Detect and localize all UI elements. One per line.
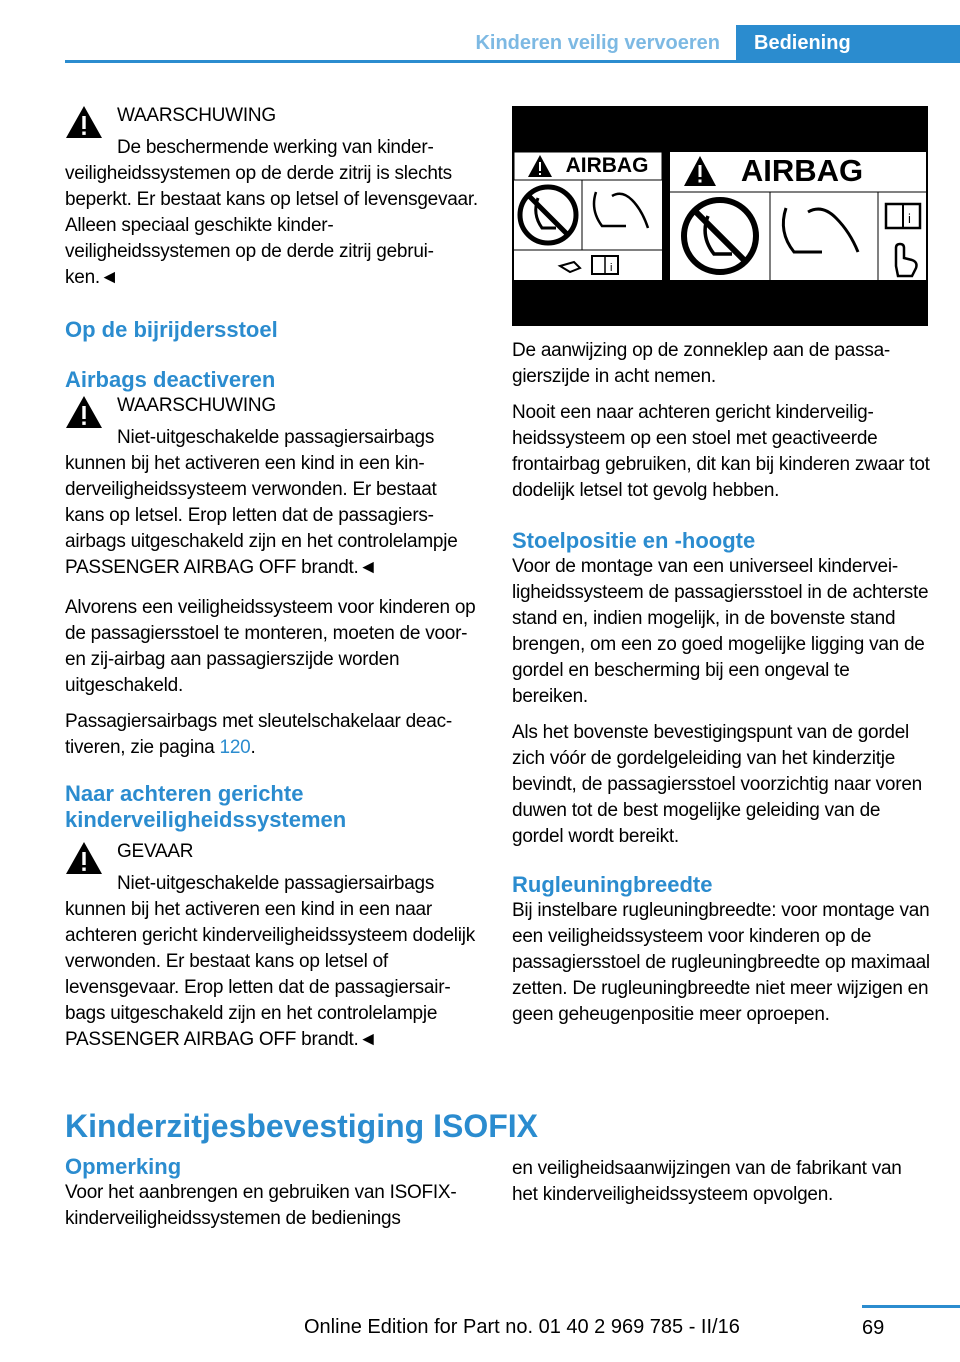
subsection-heading-airbags: Airbags deactiveren [65, 367, 276, 392]
subsection-heading-backrest-width: Rugleuningbreedte [512, 872, 713, 897]
danger-label: GEVAAR [117, 841, 194, 862]
warning-triangle-icon [65, 841, 103, 875]
left-column [65, 103, 480, 1053]
header-rule [65, 60, 960, 63]
subsection-heading-seat-position: Stoelpositie en -hoogte [512, 528, 756, 553]
subsection-heading-rear-facing: Naar achteren gerichte kinderveiligheidssystemen [65, 781, 347, 832]
paragraph-rear-facing-warning: Nooit een naar achteren gericht kinderveiligheidssysteem op een stoel met geactiveerde frontairbag gebruiken, dit kan bij kinderen zwaar tot dodelijk letsel tot gevolg hebben. [512, 402, 930, 501]
warning-label: WAARSCHUWING [117, 105, 276, 126]
paragraph-airbag-deactivate: Alvorens een veiligheidssysteem voor kinderen op de passagiersstoel te monteren, moeten de voor- en zij-airbag aan passagierszijde worden uitgeschakeld. [65, 597, 476, 696]
airbag-label-text-large: AIRBAG [740, 153, 864, 188]
warning-block-1 [65, 103, 480, 291]
right-column [512, 338, 930, 1028]
airbag-label-figure [512, 106, 928, 326]
section-heading-bijrijdersstoel: Op de bijrijdersstoel [65, 317, 278, 342]
paragraph-isofix-right: en veiligheidsaanwijzingen van de fabrikant van het kinderveiligheidssysteem opvolgen. [512, 1158, 902, 1205]
svg-text:i: i [610, 262, 613, 274]
danger-block [65, 839, 480, 1053]
warning-text: Niet-uitgeschakelde passagiersairbags kunnen bij het activeren een kind in een kinderveiligheidssysteem verwonden. Er bestaat kans op letsel. Erop letten dat de passagiersairbags uitgeschakeld zijn en het controlelampje PASSENGER AIRBAG OFF brandt.◄ [65, 427, 458, 578]
paragraph-isofix-left: Voor het aanbrengen en gebruiken van ISOFIX-kinderveiligheidssystemen de bedienings [65, 1182, 457, 1229]
page-number: 69 [862, 1317, 885, 1339]
danger-text: Niet-uitgeschakelde passagiersairbags kunnen bij het activeren een kind in een naar achteren gericht kinderveiligheidssysteem dodelijk verwonden. Er bestaat kans op letsel of levensgevaar. Erop letten dat de passagiersairbags uitgeschakeld zijn en het controlelampje PASSENGER AIRBAG OFF brandt.◄ [65, 873, 475, 1050]
paragraph-key-switch [65, 709, 480, 761]
svg-text:i: i [908, 211, 911, 226]
airbag-label-text-small: AIRBAG [565, 154, 649, 177]
footer-rule [862, 1305, 960, 1308]
paragraph-seat-position: Voor de montage van een universeel kinderveiligheidssysteem de passagiersstoel in de achterste stand en, indien mogelijk, in de bovenste stand brengen, om een zo goed mogelijke ligging van de gordel en bescherming bij een ongeval te bereiken. [512, 556, 929, 707]
warning-label: WAARSCHUWING [117, 395, 276, 416]
small-airbag-label [514, 152, 662, 280]
warning-text: De beschermende werking van kinderveiligheidssystemen op de derde zitrij is slechts beperkt. Er bestaat kans op letsel of levensgevaar. Alleen speciaal geschikte kinderveiligheidssystemen op de derde zitrij gebruiken.◄ [65, 137, 478, 288]
paragraph-text: Passagiersairbags met sleutelschakelaar deactiveren, zie pagina [65, 711, 453, 758]
isofix-left-column [65, 1154, 480, 1232]
large-airbag-label [670, 152, 926, 280]
warning-triangle-icon [65, 395, 103, 429]
paragraph-text: . [250, 737, 256, 758]
warning-block-2 [65, 393, 480, 581]
paragraph-backrest-width: Bij instelbare rugleuningbreedte: voor montage van een veiligheidssysteem voor kinderen op de passagiersstoel de rugleuningbreedte op maximaal zetten. De rugleuningbreedte niet meer wijzigen en geen geheugenpositie meer oproepen. [512, 900, 930, 1025]
paragraph-sun-visor: De aanwijzing op de zonneklep aan de passagierszijde in acht nemen. [512, 340, 891, 387]
airbag-warning-labels-image [512, 106, 928, 326]
warning-triangle-icon [65, 105, 103, 139]
section-heading-isofix: Kinderzitjesbevestiging ISOFIX [65, 1108, 538, 1144]
isofix-right-column [512, 1156, 927, 1208]
page-link[interactable]: 120 [219, 737, 251, 758]
header-section-title: Kinderen veilig vervoeren [475, 32, 720, 54]
subsection-heading-opmerking: Opmerking [65, 1154, 182, 1179]
header-chapter-tab: Bediening [736, 25, 960, 63]
footer-edition: Online Edition for Part no. 01 40 2 969 785 - II/16 [304, 1316, 740, 1338]
paragraph-belt-point: Als het bovenste bevestigingspunt van de gordel zich vóór de gordelgeleiding van het kinderzitje bevindt, de passagiersstoel voorzichtig naar voren duwen tot de best mogelijke geleiding van de gordel wordt bereikt. [512, 722, 922, 847]
